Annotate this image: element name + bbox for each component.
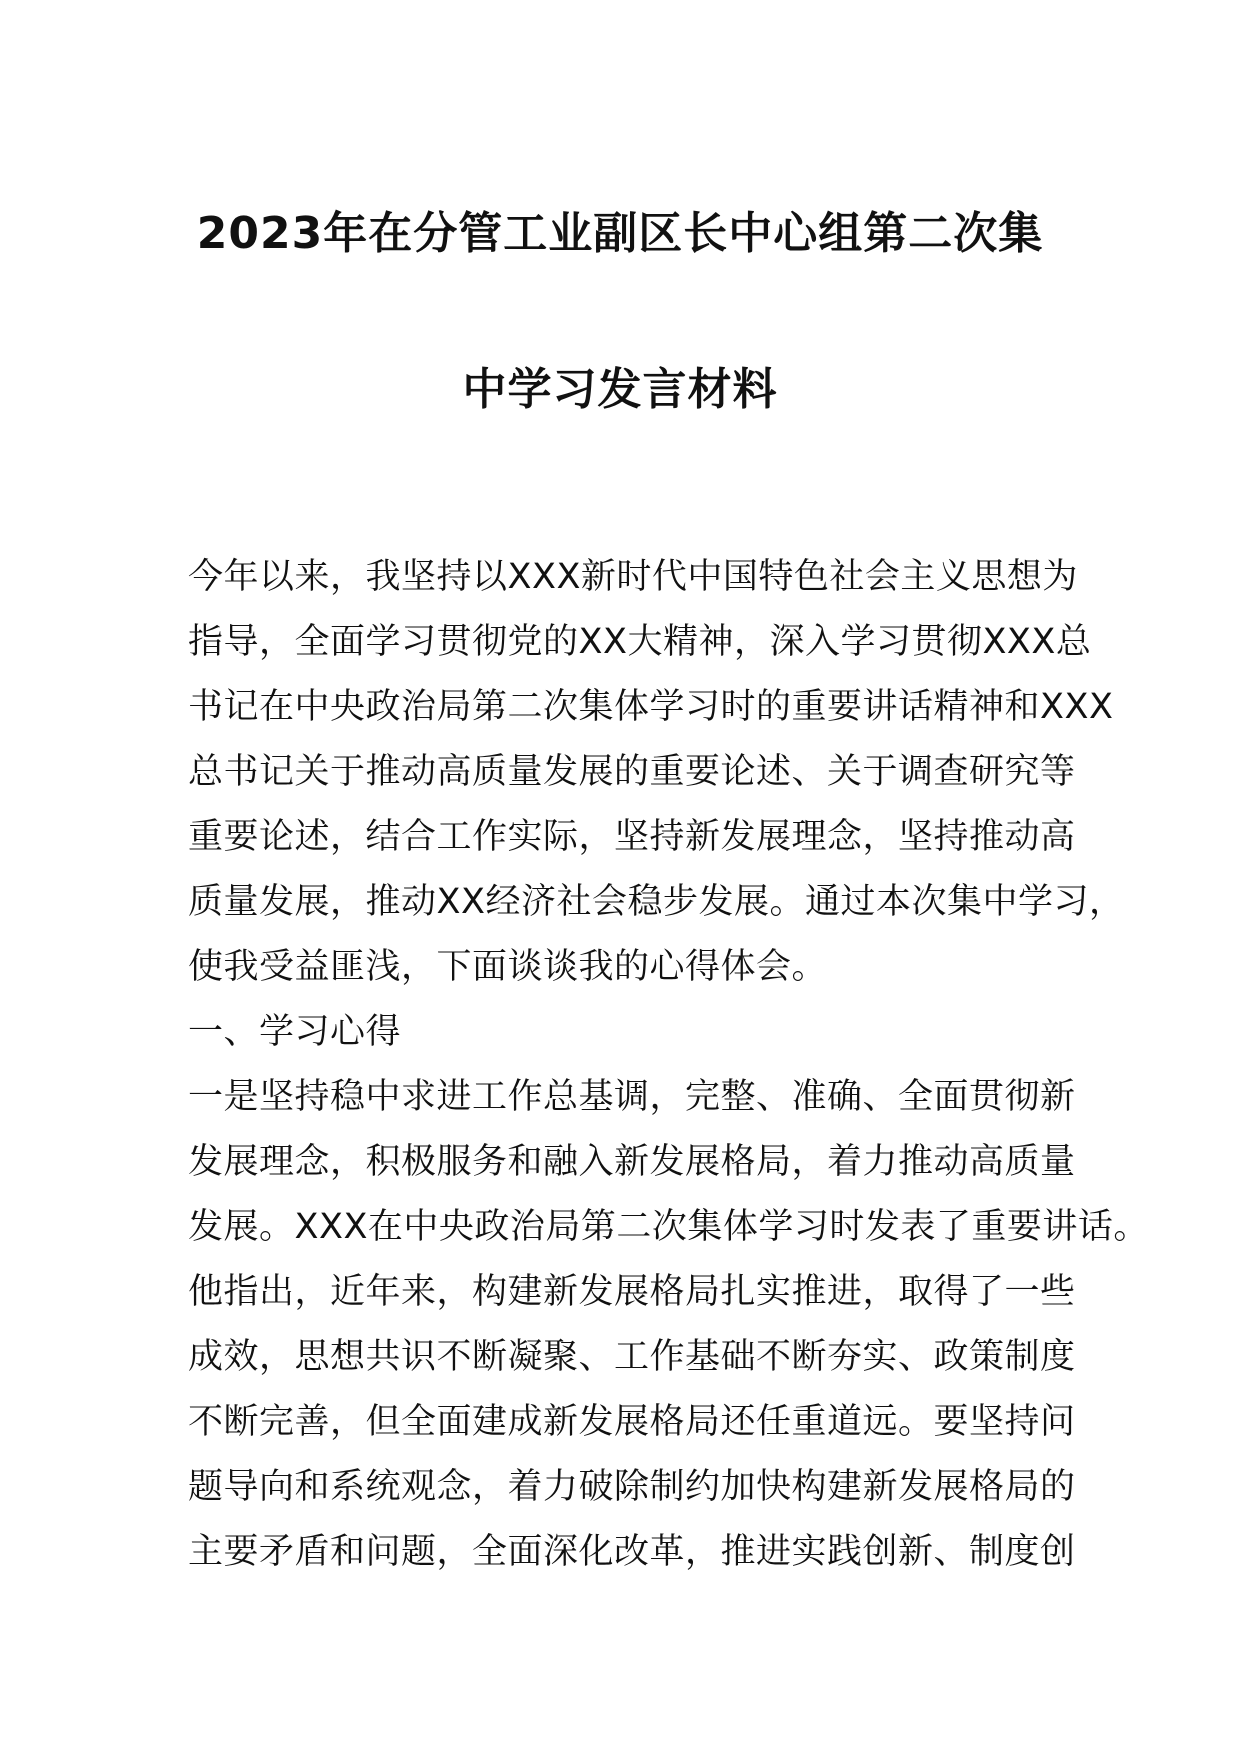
paragraph-line: 今年以来，我坚持以XXX新时代中国特色社会主义思想为: [188, 557, 1078, 597]
paragraph-line: 主要矛盾和问题，全面深化改革，推进实践创新、制度创: [188, 1532, 1076, 1572]
document-body: [188, 545, 1149, 1585]
paragraph-line: 总书记关于推动高质量发展的重要论述、关于调查研究等: [188, 752, 1076, 792]
paragraph-line: 一是坚持稳中求进工作总基调，完整、准确、全面贯彻新: [188, 1077, 1076, 1117]
paragraph-line: 题导向和系统观念，着力破除制约加快构建新发展格局的: [188, 1467, 1076, 1507]
paragraph-line: 指导，全面学习贯彻党的XX大精神，深入学习贯彻XXX总: [188, 622, 1092, 662]
paragraph-line: 书记在中央政治局第二次集体学习时的重要讲话精神和XXX: [188, 687, 1114, 727]
paragraph-line: 使我受益匪浅，下面谈谈我的心得体会。: [188, 947, 828, 987]
paragraph-line: 成效，思想共识不断凝聚、工作基础不断夯实、政策制度: [188, 1337, 1076, 1377]
paragraph-line: 发展。XXX在中央政治局第二次集体学习时发表了重要讲话。: [188, 1207, 1149, 1247]
document-title-line-1: 2023年在分管工业副区长中心组第二次集: [196, 208, 1044, 259]
section-heading: 一、学习心得: [188, 1012, 402, 1052]
paragraph-line: 不断完善，但全面建成新发展格局还任重道远。要坚持问: [188, 1402, 1076, 1442]
paragraph-line: 发展理念，积极服务和融入新发展格局，着力推动高质量: [188, 1142, 1076, 1182]
paragraph-line: 质量发展，推动XX经济社会稳步发展。通过本次集中学习，: [188, 882, 1125, 922]
paragraph-line: 重要论述，结合工作实际，坚持新发展理念，坚持推动高: [188, 817, 1076, 857]
paragraph-line: 他指出，近年来，构建新发展格局扎实推进，取得了一些: [188, 1272, 1076, 1312]
document-title-line-2: 中学习发言材料: [462, 364, 778, 415]
